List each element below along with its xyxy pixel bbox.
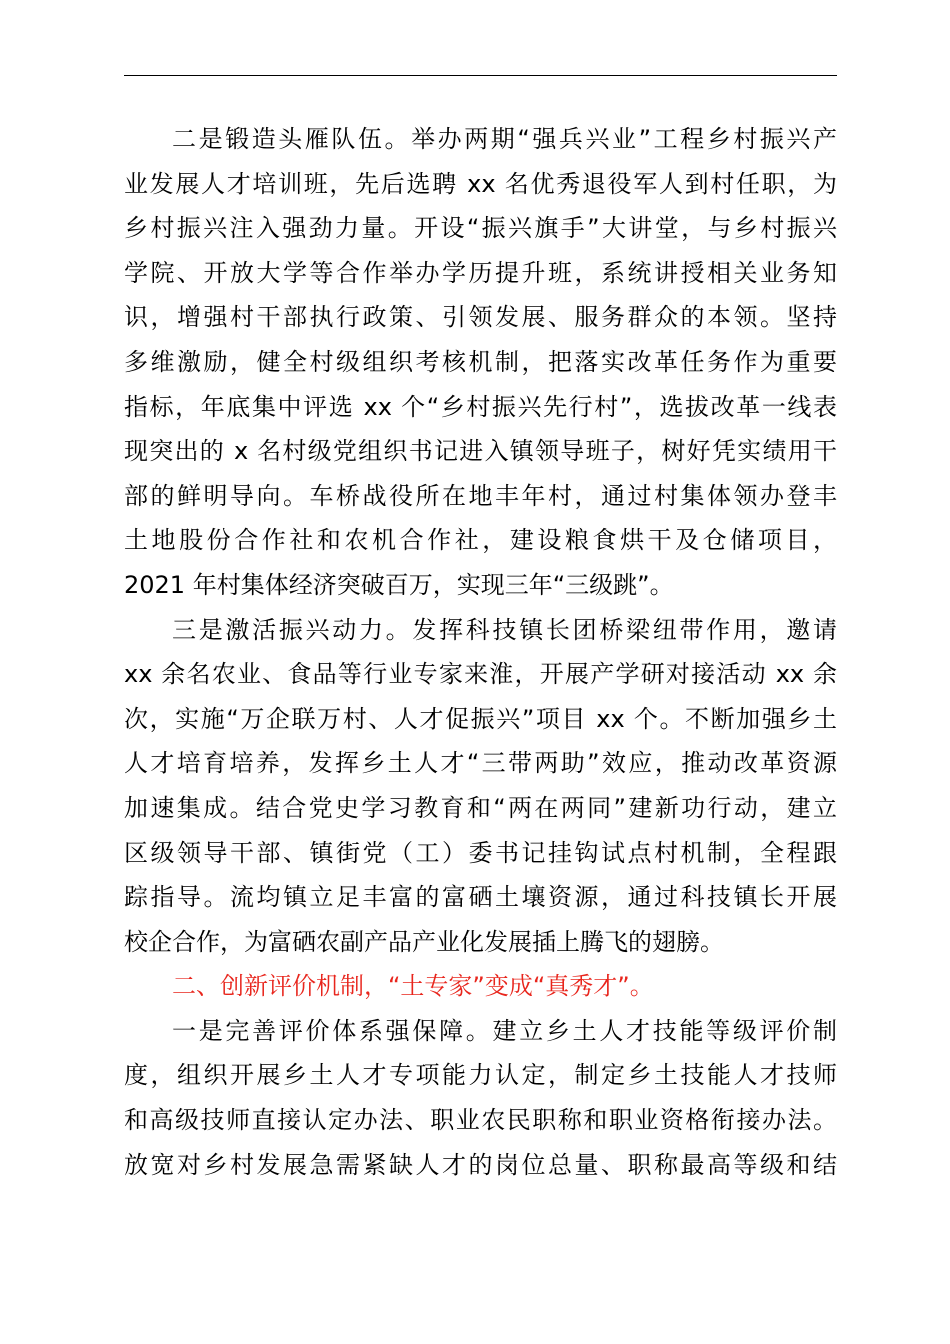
- paragraph-line: 现突出的 x 名村级党组织书记进入镇领导班子，树好凭实绩用干: [124, 437, 837, 466]
- paragraph-line: 乡村振兴注入强劲力量。开设“振兴旗手”大讲堂，与乡村振兴: [124, 214, 837, 243]
- paragraph-line: 区级领导干部、镇街党（工）委书记挂钩试点村机制，全程跟: [124, 838, 837, 867]
- paragraph-line: 加速集成。结合党史学习教育和“两在两同”建新功行动，建立: [124, 793, 837, 822]
- section-heading-text: 二、创新评价机制，“土专家”变成“真秀才”。: [172, 972, 654, 1001]
- document-body: [124, 117, 837, 1187]
- paragraph-line: 一是完善评价体系强保障。建立乡土人才技能等级评价制: [172, 1016, 837, 1045]
- paragraph-line: 放宽对乡村发展急需紧缺人才的岗位总量、职称最高等级和结: [124, 1150, 837, 1179]
- paragraph-line: 和高级技师直接认定办法、职业农民职称和职业资格衔接办法。: [124, 1106, 837, 1135]
- paragraph-line: 多维激励，健全村级组织考核机制，把落实改革任务作为重要: [124, 347, 837, 376]
- paragraph-line: 校企合作，为富硒农副产品产业化发展插上腾飞的翅膀。: [124, 927, 724, 956]
- section-heading: [124, 964, 837, 1009]
- paragraph-line: 部的鲜明导向。车桥战役所在地丰年村，通过村集体领办登丰: [124, 481, 837, 510]
- paragraph-revitalization-momentum: [124, 608, 837, 965]
- paragraph-line: 指标，年底集中评选 xx 个“乡村振兴先行村”，选拔改革一线表: [124, 392, 837, 421]
- paragraph-line: 土地股份合作社和农机合作社，建设粮食烘干及仓储项目，: [124, 526, 837, 555]
- paragraph-line: xx 余名农业、食品等行业专家来淮，开展产学研对接活动 xx 余: [124, 660, 837, 689]
- paragraph-line: 学院、开放大学等合作举办学历提升班，系统讲授相关业务知: [124, 258, 837, 287]
- paragraph-line: 次，实施“万企联万村、人才促振兴”项目 xx 个。不断加强乡土: [124, 704, 837, 733]
- paragraph-line: 业发展人才培训班，先后选聘 xx 名优秀退役军人到村任职，为: [124, 169, 837, 198]
- paragraph-line: 三是激活振兴动力。发挥科技镇长团桥梁纽带作用，邀请: [172, 615, 837, 644]
- paragraph-leading-geese: [124, 117, 837, 608]
- paragraph-evaluation-system: [124, 1009, 837, 1187]
- paragraph-line: 踪指导。流均镇立足丰富的富硒土壤资源，通过科技镇长开展: [124, 883, 837, 912]
- header-rule: [124, 75, 837, 76]
- paragraph-line: 度，组织开展乡土人才专项能力认定，制定乡土技能人才技师: [124, 1061, 837, 1090]
- paragraph-line: 二是锻造头雁队伍。举办两期“强兵兴业”工程乡村振兴产: [172, 125, 837, 153]
- paragraph-line: 识，增强村干部执行政策、引领发展、服务群众的本领。坚持: [124, 303, 837, 332]
- paragraph-line: 2021 年村集体经济突破百万，实现三年“三级跳”。: [124, 570, 674, 599]
- paragraph-line: 人才培育培养，发挥乡土人才“三带两助”效应，推动改革资源: [124, 749, 837, 778]
